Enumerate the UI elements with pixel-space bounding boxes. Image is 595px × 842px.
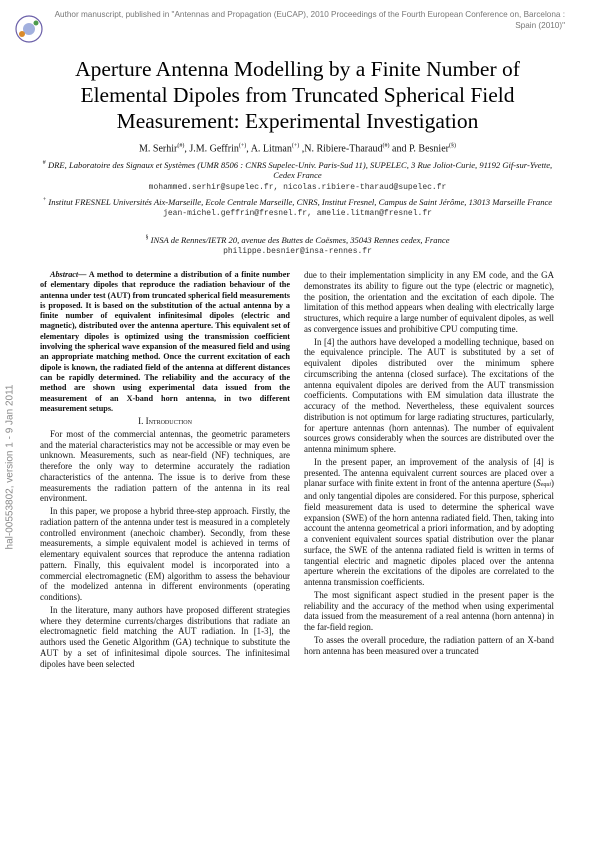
- section-heading: [40, 416, 290, 427]
- paragraph: The most significant aspect studied in the present paper is the reliability and the accuracy of the method when using experimental data issued from the measurement of a real antenna (horn antenna) in the far-field region.: [304, 589, 554, 632]
- paragraph: In this paper, we propose a hybrid three-step approach. Firstly, the radiation pattern of the antenna under test is measured in a completely controlled environment (anechoic chamber). Secondly, from these measurements, a simple equivalent model is achieved in terms of elementary equivalent sources that reproduce the antenna radiation pattern. Finally, this equivalent model is incorporated into a commercial electromagnetic (EM) algorithm to assess the behaviour of the modelized antenna in different environments (operating conditions).: [40, 506, 290, 603]
- paragraph-text: In the present paper, an improvement of the analysis of [4] is presented. The antenna equivalent current sources are placed over a planar surface with finite extent in front of the antenna aperture (: [304, 456, 554, 489]
- hal-sidebar-id: [2, 322, 18, 612]
- affiliation-text: INSA de Rennes/IETR 20, avenue des Buttes de Coësmes, 35043 Rennes cedex, France: [150, 234, 450, 245]
- affiliation-mark: #: [42, 160, 46, 166]
- affiliation-text: Institut FRESNEL Universités Aix-Marseille, Ecole Centrale Marseille, CNRS, Institut Fresnel, Campus de Saint Jérôme, 13013 Marseille France: [48, 196, 553, 207]
- affiliation-2: [40, 195, 555, 220]
- author-mark: (§): [448, 143, 456, 149]
- paragraph: For most of the commercial antennas, the geometric parameters and the material characteristics may not be accessible or may even be unknown. Measurements, such as near-field (NF) techniques, are therefore the only way to determine accurately the radiation characteristics of the antenna. The issue is to derive from these measurements the radiation pattern of the antenna in its real environment.: [40, 428, 290, 504]
- paragraph: In [4] the authors have developed a modelling technique, based on the equivalence principle. The AUT is substituted by a set of equivalent dipoles distributed over the minimum sphere circumscribing the antenna (closed surface). The excitations of the antenna equivalent dipoles are derived from the AUT transmission coefficients. Computations with EM simulation data illustrate the accuracy of the method. Nevertheless, these equivalent sources distribution is not optimum for large radiating structures, particularly, for aperture antennas (horn antennas). The number of equivalent sources grows considerably when the sources are distributed over the antenna minimum sphere.: [304, 336, 554, 454]
- header-note: Author manuscript, published in "Antennas and Propagation (EuCAP), 2010 Proceedings of the Fourth European Conference on, Barcelona : Spain (2010)": [54, 10, 565, 30]
- author-mark: (+): [291, 143, 300, 149]
- affiliation-mark: §: [145, 235, 149, 241]
- abstract-label: Abstract—: [50, 270, 87, 279]
- hal-logo: [14, 14, 44, 44]
- author-name: ,N. Ribiere-Tharaud: [299, 143, 383, 155]
- author-mark: (#): [382, 143, 390, 149]
- author-mark: (#): [177, 143, 185, 149]
- affiliation-1: [40, 158, 555, 193]
- paragraph: In the literature, many authors have proposed different strategies where they determine currents/charges distributions that radiate an electromagnetic field matching the AUT radiation. In [1-3], the authors used the Genetic Algorithm (GA) technique to substitute the AUT by a set of infinitesimal dipole sources. The infinitesimal dipoles have been selected: [40, 604, 290, 669]
- email-link[interactable]: jean-michel.geffrin@fresnel.fr, amelie.litman@fresnel.fr: [163, 209, 432, 219]
- author-name: , A. Litman: [246, 143, 292, 155]
- section-title: Introduction: [145, 416, 192, 427]
- hal-id-text: hal-00553802, version 1 - 9 Jan 2011: [4, 384, 16, 550]
- author-line: [40, 143, 555, 154]
- affiliation-text: DRE, Laboratoire des Signaux et Systèmes (UMR 8506 : CNRS Supelec-Univ. Paris-Sud 11), SUPELEC, 3 Rue Joliot-Curie, 91192 Gif-sur-Yvette, Cedex France: [47, 159, 553, 181]
- math-symbol: S: [536, 478, 541, 489]
- author-mark: (+): [238, 143, 247, 149]
- abstract-text: A method to determine a distribution of a finite number of elementary dipoles that reproduce the radiation behaviour of the antenna under test (AUT) from truncated spherical field measurements is proposed. It is based on the substitution of the actual antenna by a finite number of equivalent infinitesimal dipoles (electric and magnetic), distributed over the antenna aperture. This equivalent set of elementary dipoles is optimized using the transmission coefficient involving the spherical wave expansion of the measured field and using an appropriate matching method. Once the current excitation of each dipole is known, the radiated field of the antenna at different distances can be rapidly determined. The reliability and the accuracy of the method are shown using experimental data issued from the measurement of an X-band horn antenna, in two different measurement setups.: [40, 270, 290, 413]
- math-subscript: equi: [540, 482, 552, 489]
- paragraph: To asses the overall procedure, the radiation pattern of an X-band horn antenna has been measured over a truncated: [304, 634, 554, 656]
- author-name: M. Serhir: [139, 143, 178, 155]
- right-column: [304, 270, 554, 658]
- author-name: and P. Besnier: [389, 143, 449, 155]
- affiliation-mark: +: [42, 197, 47, 203]
- author-name: , J.M. Geffrin: [184, 143, 239, 155]
- paragraph-text: ) and only tangential dipoles are considered. For this purpose, spherical field measurement data is used to determine the spherical wave expansion (SWE) of the horn antenna radiated field. Then, taking into account the antenna geometrical a priori information, and by adopting a convenient equivalent sources spatial distribution over the planar surface, the SWE of the antenna radiated field is written in terms of tangential electric and magnetic dipoles placed over the antenna aperture wherein the excitations of the dipoles are correlated to the antenna transmission coefficients.: [304, 478, 554, 587]
- paper-title: Aperture Antenna Modelling by a Finite Number of Elemental Dipoles from Truncated Spherical Field Measurement: Experimental Investigation: [75, 57, 520, 133]
- paragraph: due to their implementation simplicity in any EM code, and the GA demonstrates its ability to figure out the type (electric or magnetic), the position, the orientation and the excitation of each dipole. The limitation of this method appears when dealing with electrically large structures, which require a large number of equivalent dipoles, as well as convergence issues and prohibitive CPU computing time.: [304, 270, 554, 334]
- email-link[interactable]: philippe.besnier@insa-rennes.fr: [223, 247, 372, 257]
- section-number: I.: [138, 416, 144, 427]
- paragraph: [304, 457, 554, 588]
- email-link[interactable]: mohammed.serhir@supelec.fr, nicolas.ribiere-tharaud@supelec.fr: [148, 182, 447, 192]
- left-column: [40, 270, 290, 671]
- abstract: [40, 270, 290, 414]
- affiliation-3: [40, 233, 555, 258]
